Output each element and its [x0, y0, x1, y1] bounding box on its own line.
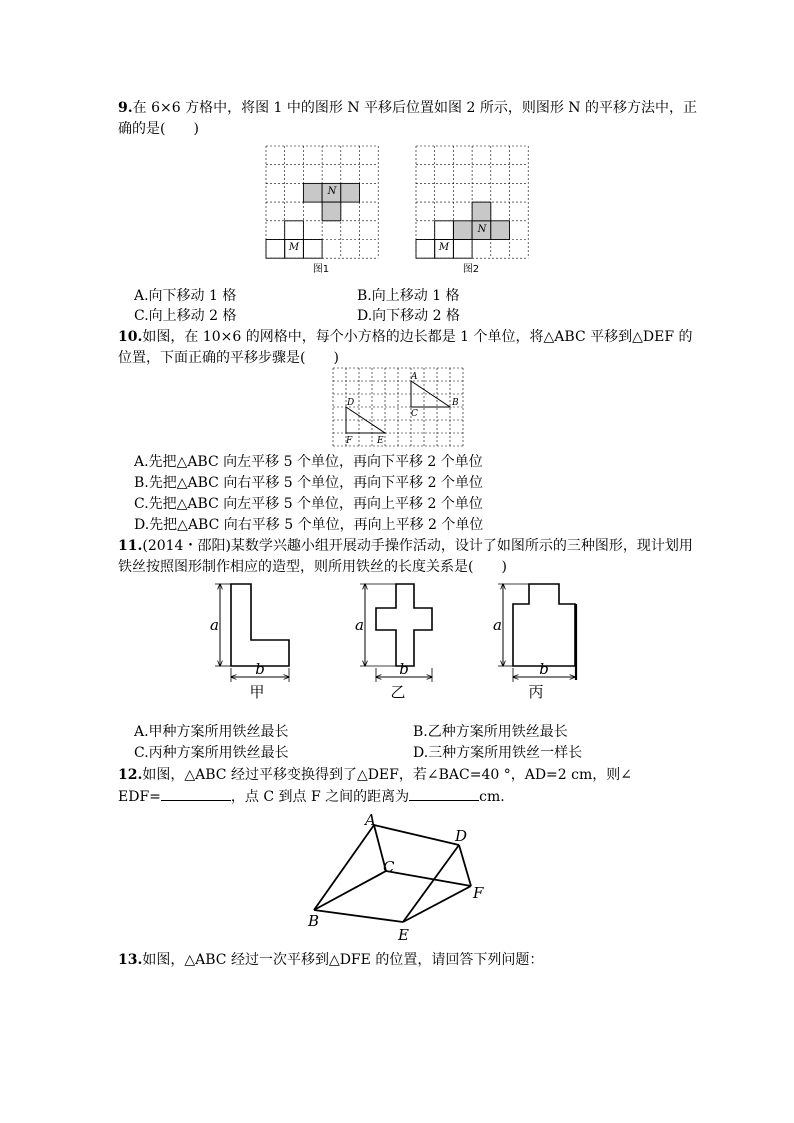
q11-option-c: C.丙种方案所用铁丝最长 [134, 745, 289, 761]
q13-number: 13. [118, 952, 143, 968]
q11-name-jia: 甲 [249, 683, 265, 701]
q12-answer-blank-2[interactable] [409, 786, 479, 801]
q11-bing-label-a: a [493, 616, 502, 634]
q11-line1 [118, 536, 693, 556]
q12-text2a: EDF= [118, 789, 161, 805]
q12-label-a: A [365, 811, 376, 829]
q13-text1: 如图，△ABC 经过一次平移到△DFE 的位置，请回答下列问题： [142, 952, 544, 968]
q9-fig1-caption: 图1 [312, 264, 330, 275]
q11-figure [205, 578, 595, 701]
q9-fig2-label-m: M [438, 242, 450, 253]
q9-option-b: B.向上移动 1 格 [357, 288, 460, 304]
q9-line2: 确的是( ) [118, 121, 199, 137]
q9-fig1-label-n: N [327, 186, 337, 197]
q11-number: 11. [118, 538, 143, 554]
q10-option-a: A.先把△ABC 向左平移 5 个单位，再向下平移 2 个单位 [134, 454, 483, 470]
q12-line2 [118, 786, 505, 807]
q12-answer-blank-1[interactable] [161, 786, 231, 801]
q11-bing-label-b: b [539, 660, 549, 678]
q10-option-b: B.先把△ABC 向右平移 5 个单位，再向下平移 2 个单位 [134, 475, 483, 491]
q12-label-c: C [383, 858, 395, 876]
q9-figure-1 [266, 146, 380, 276]
q10-label-f: F [346, 436, 353, 446]
q9-fig1-label-m: M [288, 242, 300, 253]
q11-jia-label-a: a [210, 616, 219, 634]
q10-number: 10. [118, 329, 143, 345]
q9-line1 [118, 98, 697, 118]
q10-text1: 如图，在 10×6 的网格中，每个小方格的边长都是 1 个单位，将△ABC 平移到△DEF 的 [142, 329, 693, 345]
q9-fig2-label-n: N [477, 224, 487, 235]
q10-label-e: E [377, 436, 384, 446]
q11-line2: 铁丝按照图形制作相应的造型，则所用铁丝的长度关系是( ) [118, 559, 507, 575]
q10-line1 [118, 327, 692, 347]
q9-option-d: D.向下移动 2 格 [357, 308, 460, 324]
q11-name-yi: 乙 [390, 683, 406, 701]
q9-text1: 在 6×6 方格中，将图 1 中的图形 N 平移后位置如图 2 所示，则图形 N 的平移方法中，正 [132, 100, 697, 116]
q9-option-a: A.向下移动 1 格 [134, 288, 237, 304]
q10-figure [333, 368, 463, 448]
q11-option-d: D.三种方案所用铁丝一样长 [413, 745, 583, 761]
q9-fig2-caption: 图2 [462, 264, 480, 275]
q12-text2c: cm. [479, 789, 505, 805]
q10-label-d: D [347, 398, 355, 408]
q11-option-b: B.乙种方案所用铁丝最长 [413, 724, 568, 740]
q11-jia-label-b: b [255, 660, 265, 678]
q12-text2b: ，点 C 到点 F 之间的距离为 [230, 789, 410, 805]
q12-label-f: F [473, 884, 484, 902]
q10-option-d: D.先把△ABC 向右平移 5 个单位，再向上平移 2 个单位 [134, 517, 484, 533]
q12-number: 12. [118, 767, 143, 783]
q10-label-a: A [411, 372, 418, 382]
q12-line1 [118, 765, 632, 785]
q10-label-c: C [411, 409, 418, 419]
q9-figure-2 [416, 146, 530, 276]
q11-yi-label-a: a [355, 616, 364, 634]
q10-label-b: B [452, 398, 459, 408]
q9-number: 9. [118, 100, 133, 116]
q12-figure [300, 808, 500, 948]
q12-label-d: D [455, 827, 468, 845]
q12-text1: 如图，△ABC 经过平移变换得到了△DEF，若∠BAC=40 °，AD=2 cm，则∠ [142, 767, 632, 783]
q12-label-e: E [398, 926, 409, 944]
q10-option-c: C.先把△ABC 向左平移 5 个单位，再向上平移 2 个单位 [134, 496, 483, 512]
q11-option-a: A.甲种方案所用铁丝最长 [134, 724, 289, 740]
q11-yi-label-b: b [399, 660, 409, 678]
q10-line2: 位置，下面正确的平移步骤是( ) [118, 350, 339, 366]
q12-label-b: B [308, 912, 320, 930]
q13-line1 [118, 950, 543, 970]
q11-text1: (2014・邵阳)某数学兴趣小组开展动手操作活动，设计了如图所示的三种图形，现计划用 [142, 538, 693, 554]
q9-option-c: C.向上移动 2 格 [134, 308, 237, 324]
q11-name-bing: 丙 [528, 683, 544, 701]
